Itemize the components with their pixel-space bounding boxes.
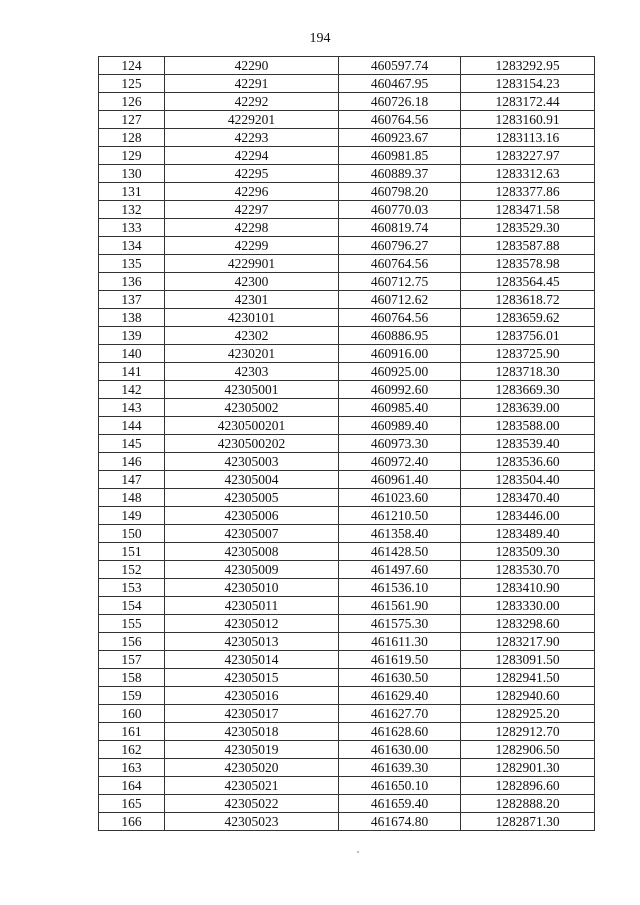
y-coordinate-cell: 1283446.00 [461, 507, 595, 525]
x-coordinate-cell: 461627.70 [339, 705, 461, 723]
x-coordinate-cell: 460712.62 [339, 291, 461, 309]
row-index-cell: 134 [99, 237, 165, 255]
table-row [99, 777, 595, 795]
x-coordinate-cell: 460764.56 [339, 309, 461, 327]
point-id-cell: 42305010 [165, 579, 339, 597]
x-coordinate-cell: 460796.27 [339, 237, 461, 255]
table-row [99, 579, 595, 597]
y-coordinate-cell: 1283154.23 [461, 75, 595, 93]
row-index-cell: 154 [99, 597, 165, 615]
x-coordinate-cell: 460973.30 [339, 435, 461, 453]
table-row [99, 561, 595, 579]
x-coordinate-cell: 460712.75 [339, 273, 461, 291]
y-coordinate-cell: 1282941.50 [461, 669, 595, 687]
x-coordinate-cell: 460985.40 [339, 399, 461, 417]
point-id-cell: 42305001 [165, 381, 339, 399]
y-coordinate-cell: 1283536.60 [461, 453, 595, 471]
table-row [99, 741, 595, 759]
point-id-cell: 4229901 [165, 255, 339, 273]
row-index-cell: 130 [99, 165, 165, 183]
x-coordinate-cell: 461650.10 [339, 777, 461, 795]
point-id-cell: 42305020 [165, 759, 339, 777]
table-row [99, 165, 595, 183]
point-id-cell: 42305003 [165, 453, 339, 471]
row-index-cell: 152 [99, 561, 165, 579]
row-index-cell: 140 [99, 345, 165, 363]
point-id-cell: 42305004 [165, 471, 339, 489]
y-coordinate-cell: 1283160.91 [461, 111, 595, 129]
point-id-cell: 42303 [165, 363, 339, 381]
y-coordinate-cell: 1283639.00 [461, 399, 595, 417]
point-id-cell: 42305008 [165, 543, 339, 561]
row-index-cell: 150 [99, 525, 165, 543]
y-coordinate-cell: 1282901.30 [461, 759, 595, 777]
page-number: 194 [309, 31, 331, 46]
x-coordinate-cell: 460923.67 [339, 129, 461, 147]
y-coordinate-cell: 1283756.01 [461, 327, 595, 345]
point-id-cell: 42305021 [165, 777, 339, 795]
y-coordinate-cell: 1282925.20 [461, 705, 595, 723]
table-row [99, 597, 595, 615]
row-index-cell: 127 [99, 111, 165, 129]
row-index-cell: 139 [99, 327, 165, 345]
x-coordinate-cell: 461628.60 [339, 723, 461, 741]
x-coordinate-cell: 460981.85 [339, 147, 461, 165]
row-index-cell: 157 [99, 651, 165, 669]
row-index-cell: 155 [99, 615, 165, 633]
table-row [99, 111, 595, 129]
point-id-cell: 4229201 [165, 111, 339, 129]
x-coordinate-cell: 460972.40 [339, 453, 461, 471]
row-index-cell: 131 [99, 183, 165, 201]
x-coordinate-cell: 460925.00 [339, 363, 461, 381]
x-coordinate-cell: 460961.40 [339, 471, 461, 489]
row-index-cell: 142 [99, 381, 165, 399]
table-row [99, 471, 595, 489]
table-row [99, 687, 595, 705]
table-row [99, 759, 595, 777]
table-row [99, 57, 595, 75]
row-index-cell: 137 [99, 291, 165, 309]
x-coordinate-cell: 460467.95 [339, 75, 461, 93]
point-id-cell: 42292 [165, 93, 339, 111]
row-index-cell: 166 [99, 813, 165, 831]
row-index-cell: 148 [99, 489, 165, 507]
table-row [99, 453, 595, 471]
row-index-cell: 126 [99, 93, 165, 111]
y-coordinate-cell: 1283227.97 [461, 147, 595, 165]
y-coordinate-cell: 1282896.60 [461, 777, 595, 795]
table-row [99, 615, 595, 633]
x-coordinate-cell: 461023.60 [339, 489, 461, 507]
table-row [99, 723, 595, 741]
table-row [99, 543, 595, 561]
point-id-cell: 42301 [165, 291, 339, 309]
table-row [99, 255, 595, 273]
point-id-cell: 42305009 [165, 561, 339, 579]
row-index-cell: 161 [99, 723, 165, 741]
table-row [99, 489, 595, 507]
point-id-cell: 42305023 [165, 813, 339, 831]
x-coordinate-cell: 461561.90 [339, 597, 461, 615]
table-row [99, 813, 595, 831]
point-id-cell: 42294 [165, 147, 339, 165]
row-index-cell: 144 [99, 417, 165, 435]
x-coordinate-cell: 461619.50 [339, 651, 461, 669]
y-coordinate-cell: 1283091.50 [461, 651, 595, 669]
y-coordinate-cell: 1282940.60 [461, 687, 595, 705]
y-coordinate-cell: 1282871.30 [461, 813, 595, 831]
row-index-cell: 149 [99, 507, 165, 525]
x-coordinate-cell: 461536.10 [339, 579, 461, 597]
y-coordinate-cell: 1283470.40 [461, 489, 595, 507]
y-coordinate-cell: 1283312.63 [461, 165, 595, 183]
point-id-cell: 42290 [165, 57, 339, 75]
point-id-cell: 4230500202 [165, 435, 339, 453]
point-id-cell: 42305014 [165, 651, 339, 669]
y-coordinate-cell: 1283718.30 [461, 363, 595, 381]
row-index-cell: 135 [99, 255, 165, 273]
point-id-cell: 42305017 [165, 705, 339, 723]
point-id-cell: 42297 [165, 201, 339, 219]
row-index-cell: 159 [99, 687, 165, 705]
point-id-cell: 42305022 [165, 795, 339, 813]
row-index-cell: 128 [99, 129, 165, 147]
x-coordinate-cell: 460992.60 [339, 381, 461, 399]
x-coordinate-cell: 461630.50 [339, 669, 461, 687]
x-coordinate-cell: 460597.74 [339, 57, 461, 75]
y-coordinate-cell: 1283588.00 [461, 417, 595, 435]
x-coordinate-cell: 461630.00 [339, 741, 461, 759]
table-row [99, 435, 595, 453]
table-row [99, 147, 595, 165]
row-index-cell: 153 [99, 579, 165, 597]
point-id-cell: 42296 [165, 183, 339, 201]
table-row [99, 237, 595, 255]
table-row [99, 651, 595, 669]
y-coordinate-cell: 1282888.20 [461, 795, 595, 813]
row-index-cell: 147 [99, 471, 165, 489]
y-coordinate-cell: 1283504.40 [461, 471, 595, 489]
x-coordinate-cell: 461639.30 [339, 759, 461, 777]
table-row [99, 705, 595, 723]
y-coordinate-cell: 1283578.98 [461, 255, 595, 273]
y-coordinate-cell: 1283172.44 [461, 93, 595, 111]
y-coordinate-cell: 1282906.50 [461, 741, 595, 759]
x-coordinate-cell: 460726.18 [339, 93, 461, 111]
point-id-cell: 42305013 [165, 633, 339, 651]
point-id-cell: 42305007 [165, 525, 339, 543]
x-coordinate-cell: 460798.20 [339, 183, 461, 201]
x-coordinate-cell: 460989.40 [339, 417, 461, 435]
y-coordinate-cell: 1283410.90 [461, 579, 595, 597]
point-id-cell: 4230201 [165, 345, 339, 363]
table-row [99, 129, 595, 147]
table-row [99, 399, 595, 417]
table-row [99, 633, 595, 651]
row-index-cell: 156 [99, 633, 165, 651]
point-id-cell: 42305005 [165, 489, 339, 507]
row-index-cell: 133 [99, 219, 165, 237]
point-id-cell: 42299 [165, 237, 339, 255]
point-id-cell: 42302 [165, 327, 339, 345]
row-index-cell: 165 [99, 795, 165, 813]
y-coordinate-cell: 1283509.30 [461, 543, 595, 561]
row-index-cell: 143 [99, 399, 165, 417]
x-coordinate-cell: 461358.40 [339, 525, 461, 543]
table-row [99, 345, 595, 363]
row-index-cell: 141 [99, 363, 165, 381]
table-row [99, 291, 595, 309]
x-coordinate-cell: 461629.40 [339, 687, 461, 705]
table-row [99, 183, 595, 201]
row-index-cell: 124 [99, 57, 165, 75]
point-id-cell: 42305016 [165, 687, 339, 705]
row-index-cell: 125 [99, 75, 165, 93]
y-coordinate-cell: 1283377.86 [461, 183, 595, 201]
x-coordinate-cell: 460916.00 [339, 345, 461, 363]
row-index-cell: 162 [99, 741, 165, 759]
y-coordinate-cell: 1283669.30 [461, 381, 595, 399]
point-id-cell: 4230101 [165, 309, 339, 327]
y-coordinate-cell: 1283587.88 [461, 237, 595, 255]
row-index-cell: 129 [99, 147, 165, 165]
y-coordinate-cell: 1283529.30 [461, 219, 595, 237]
point-id-cell: 42305012 [165, 615, 339, 633]
row-index-cell: 132 [99, 201, 165, 219]
row-index-cell: 163 [99, 759, 165, 777]
y-coordinate-cell: 1283292.95 [461, 57, 595, 75]
row-index-cell: 158 [99, 669, 165, 687]
scan-speck [357, 851, 359, 853]
point-id-cell: 42291 [165, 75, 339, 93]
row-index-cell: 145 [99, 435, 165, 453]
point-id-cell: 4230500201 [165, 417, 339, 435]
x-coordinate-cell: 460770.03 [339, 201, 461, 219]
table-row [99, 363, 595, 381]
x-coordinate-cell: 460886.95 [339, 327, 461, 345]
x-coordinate-cell: 461659.40 [339, 795, 461, 813]
point-id-cell: 42305002 [165, 399, 339, 417]
y-coordinate-cell: 1283564.45 [461, 273, 595, 291]
y-coordinate-cell: 1282912.70 [461, 723, 595, 741]
table-row [99, 795, 595, 813]
y-coordinate-cell: 1283539.40 [461, 435, 595, 453]
y-coordinate-cell: 1283113.16 [461, 129, 595, 147]
point-id-cell: 42305018 [165, 723, 339, 741]
x-coordinate-cell: 461674.80 [339, 813, 461, 831]
y-coordinate-cell: 1283217.90 [461, 633, 595, 651]
table-row [99, 93, 595, 111]
row-index-cell: 151 [99, 543, 165, 561]
table-row [99, 201, 595, 219]
point-id-cell: 42298 [165, 219, 339, 237]
x-coordinate-cell: 461497.60 [339, 561, 461, 579]
x-coordinate-cell: 460889.37 [339, 165, 461, 183]
coordinates-table-body [99, 57, 595, 831]
table-row [99, 417, 595, 435]
y-coordinate-cell: 1283530.70 [461, 561, 595, 579]
x-coordinate-cell: 461611.30 [339, 633, 461, 651]
x-coordinate-cell: 461428.50 [339, 543, 461, 561]
point-id-cell: 42305019 [165, 741, 339, 759]
table-row [99, 219, 595, 237]
y-coordinate-cell: 1283725.90 [461, 345, 595, 363]
point-id-cell: 42295 [165, 165, 339, 183]
point-id-cell: 42305015 [165, 669, 339, 687]
row-index-cell: 146 [99, 453, 165, 471]
point-id-cell: 42305006 [165, 507, 339, 525]
y-coordinate-cell: 1283330.00 [461, 597, 595, 615]
row-index-cell: 164 [99, 777, 165, 795]
y-coordinate-cell: 1283471.58 [461, 201, 595, 219]
point-id-cell: 42305011 [165, 597, 339, 615]
x-coordinate-cell: 461210.50 [339, 507, 461, 525]
x-coordinate-cell: 460764.56 [339, 255, 461, 273]
point-id-cell: 42300 [165, 273, 339, 291]
table-row [99, 273, 595, 291]
table-row [99, 75, 595, 93]
row-index-cell: 138 [99, 309, 165, 327]
table-row [99, 381, 595, 399]
table-row [99, 525, 595, 543]
x-coordinate-cell: 460764.56 [339, 111, 461, 129]
table-row [99, 309, 595, 327]
table-row [99, 327, 595, 345]
table-row [99, 507, 595, 525]
y-coordinate-cell: 1283659.62 [461, 309, 595, 327]
y-coordinate-cell: 1283489.40 [461, 525, 595, 543]
point-id-cell: 42293 [165, 129, 339, 147]
y-coordinate-cell: 1283298.60 [461, 615, 595, 633]
y-coordinate-cell: 1283618.72 [461, 291, 595, 309]
x-coordinate-cell: 461575.30 [339, 615, 461, 633]
x-coordinate-cell: 460819.74 [339, 219, 461, 237]
table-row [99, 669, 595, 687]
row-index-cell: 136 [99, 273, 165, 291]
coordinates-table [98, 56, 595, 831]
row-index-cell: 160 [99, 705, 165, 723]
